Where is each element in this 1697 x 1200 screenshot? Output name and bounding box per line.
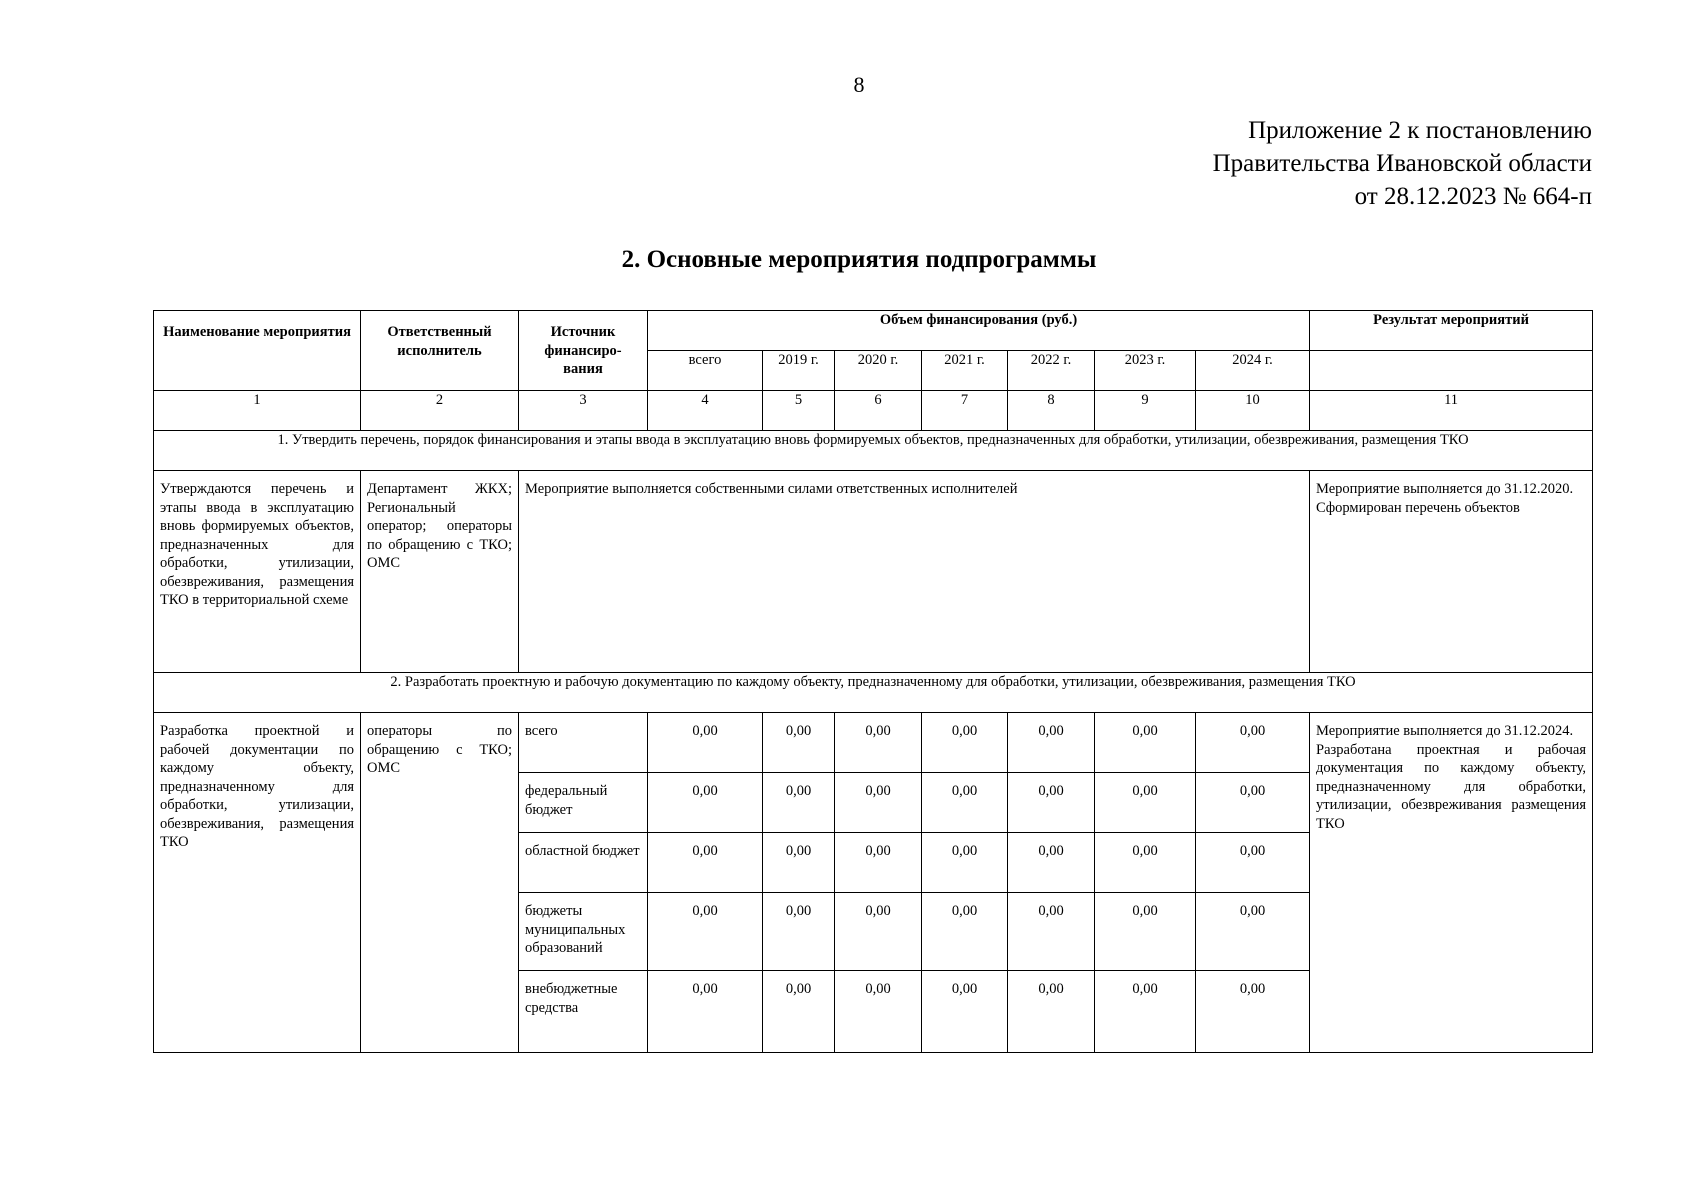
funding-source: внебюджетные средства: [519, 971, 648, 1053]
col-number: 4: [648, 391, 763, 431]
section-2-result-line-1: Мероприятие выполняется до 31.12.2024.: [1316, 723, 1574, 739]
appendix-block: [1213, 114, 1592, 213]
section-1-result-line-1: Мероприятие выполняется до 31.12.2020.: [1316, 481, 1574, 497]
section-1-heading-row: [154, 431, 1593, 471]
section-1-result: [1310, 471, 1593, 673]
section-1-note: Мероприятие выполняется собственными силами ответственных исполнителей: [519, 471, 1310, 673]
funding-value: 0,00: [922, 971, 1008, 1053]
section-2-activity-name: Разработка проектной и рабочей документации по каждому объекту, предназначенному для обработки, утилизации, обезвреживания, размещения ТКО: [154, 713, 361, 1053]
funding-value: 0,00: [1008, 971, 1095, 1053]
header-result: Результат мероприятий: [1310, 311, 1593, 351]
header-funding: Объем финансирования (руб.): [648, 311, 1310, 351]
funding-value: 0,00: [1095, 713, 1196, 773]
header-year-2020: 2020 г.: [835, 351, 922, 391]
funding-value: 0,00: [648, 893, 763, 971]
funding-value: 0,00: [1196, 971, 1310, 1053]
col-number: 2: [361, 391, 519, 431]
funding-value: 0,00: [763, 773, 835, 833]
funding-value: 0,00: [1008, 713, 1095, 773]
header-year-2019: 2019 г.: [763, 351, 835, 391]
funding-value: 0,00: [922, 893, 1008, 971]
col-number: 9: [1095, 391, 1196, 431]
header-total: всего: [648, 351, 763, 391]
funding-value: 0,00: [835, 773, 922, 833]
header-year-2022: 2022 г.: [1008, 351, 1095, 391]
funding-value: 0,00: [648, 833, 763, 893]
section-1-activity-name: Утверждаются перечень и этапы ввода в эксплуатацию вновь формируемых объектов, предназначенных для обработки, утилизации, обезвреживания, размещения ТКО в территориальной схеме: [154, 471, 361, 673]
col-number: 11: [1310, 391, 1593, 431]
header-year-2024: 2024 г.: [1196, 351, 1310, 391]
funding-value: 0,00: [763, 971, 835, 1053]
funding-value: 0,00: [835, 971, 922, 1053]
funding-source: областной бюджет: [519, 833, 648, 893]
funding-value: 0,00: [1196, 713, 1310, 773]
header-result-empty: [1310, 351, 1593, 391]
funding-value: 0,00: [835, 833, 922, 893]
col-number: 7: [922, 391, 1008, 431]
col-number: 1: [154, 391, 361, 431]
funding-value: 0,00: [648, 713, 763, 773]
funding-value: 0,00: [763, 893, 835, 971]
funding-value: 0,00: [835, 713, 922, 773]
header-year-2023: 2023 г.: [1095, 351, 1196, 391]
funding-value: 0,00: [1008, 893, 1095, 971]
section-2-heading-row: [154, 673, 1593, 713]
document-title: 2. Основные мероприятия подпрограммы: [621, 246, 1097, 273]
col-number: 6: [835, 391, 922, 431]
funding-value: 0,00: [922, 773, 1008, 833]
header-year-2021: 2021 г.: [922, 351, 1008, 391]
col-number: 10: [1196, 391, 1310, 431]
section-1-heading: 1. Утвердить перечень, порядок финансирования и этапы ввода в эксплуатацию вновь формируемых объектов, предназначенных для обработки, утилизации, обезвреживания, размещения ТКО: [154, 431, 1593, 471]
section-2-result: [1310, 713, 1593, 1053]
funding-value: 0,00: [1095, 773, 1196, 833]
column-numbers-row: [154, 391, 1593, 431]
header-source: Источник финансиро-вания: [519, 311, 648, 391]
funding-value: 0,00: [1008, 773, 1095, 833]
appendix-line-3: от 28.12.2023 № 664-п: [1354, 183, 1592, 210]
funding-value: 0,00: [648, 971, 763, 1053]
funding-value: 0,00: [1196, 773, 1310, 833]
funding-value: 0,00: [1095, 893, 1196, 971]
activities-table: [153, 310, 1593, 1053]
funding-value: 0,00: [835, 893, 922, 971]
appendix-line-1: Приложение 2 к постановлению: [1248, 117, 1592, 144]
section-2-executor: операторы по обращению с ТКО; ОМС: [361, 713, 519, 1053]
funding-value: 0,00: [763, 833, 835, 893]
col-number: 5: [763, 391, 835, 431]
col-number: 8: [1008, 391, 1095, 431]
section-1-executor: Департамент ЖКХ; Региональный оператор; операторы по обращению с ТКО; ОМС: [361, 471, 519, 673]
funding-source: бюджеты муниципальных образований: [519, 893, 648, 971]
section-1-row: [154, 471, 1593, 673]
funding-value: 0,00: [1196, 893, 1310, 971]
page-number: 8: [853, 72, 865, 97]
section-2-row-total: [154, 713, 1593, 773]
section-1-result-line-2: Сформирован перечень объектов: [1316, 499, 1520, 516]
col-number: 3: [519, 391, 648, 431]
funding-value: 0,00: [922, 833, 1008, 893]
header-name: Наименование мероприятия: [154, 311, 361, 391]
funding-source: федеральный бюджет: [519, 773, 648, 833]
section-2-result-line-2: Разработана проектная и рабочая документация по каждому объекту, предназначенному для обработки, утилизации, обезвреживания размещения ТКО: [1316, 741, 1587, 832]
section-2-heading: 2. Разработать проектную и рабочую документацию по каждому объекту, предназначенному для обработки, утилизации, обезвреживания, размещения ТКО: [154, 673, 1593, 713]
funding-source: всего: [519, 713, 648, 773]
funding-value: 0,00: [1095, 833, 1196, 893]
funding-value: 0,00: [1196, 833, 1310, 893]
funding-value: 0,00: [922, 713, 1008, 773]
header-row-1: [154, 311, 1593, 351]
funding-value: 0,00: [1008, 833, 1095, 893]
funding-value: 0,00: [763, 713, 835, 773]
appendix-line-2: Правительства Ивановской области: [1212, 150, 1592, 177]
header-executor: Ответственный исполнитель: [361, 311, 519, 391]
funding-value: 0,00: [1095, 971, 1196, 1053]
funding-value: 0,00: [648, 773, 763, 833]
